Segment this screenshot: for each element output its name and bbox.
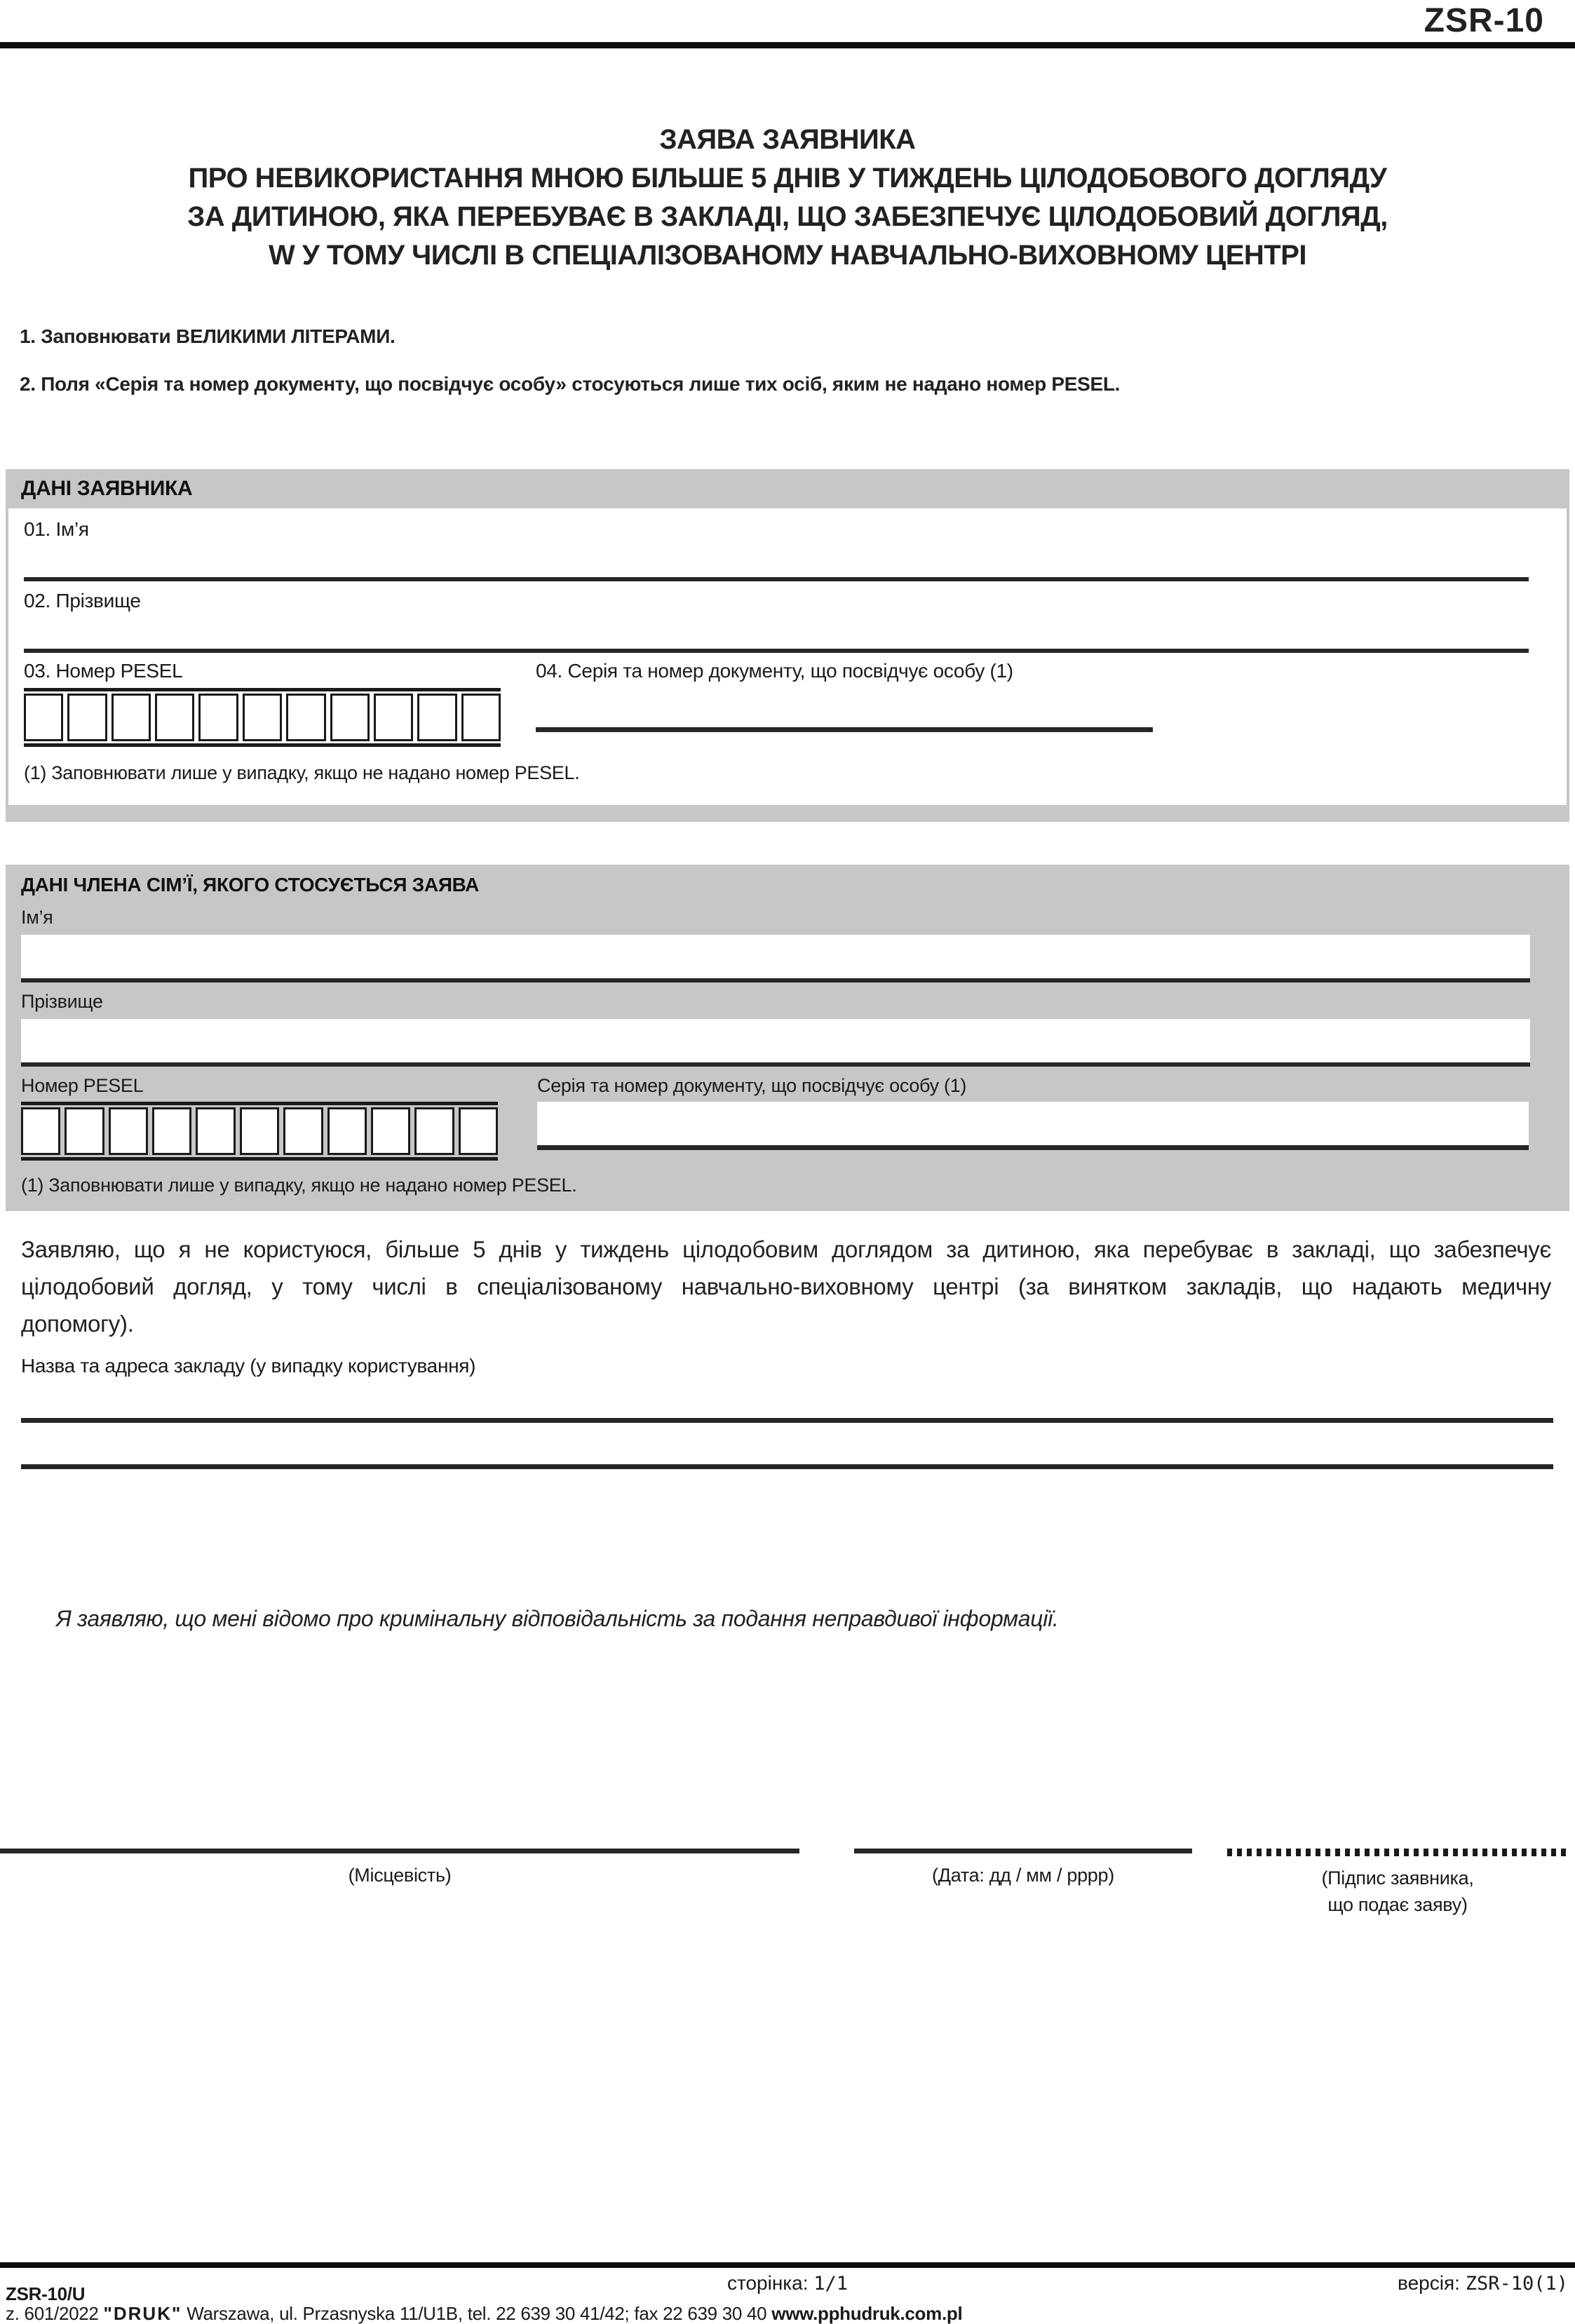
form-title bbox=[42, 121, 1533, 275]
signature-label-line-2: що подає заяву) bbox=[1327, 1894, 1468, 1915]
signature-label-line-1: (Підпис заявника, bbox=[1321, 1867, 1474, 1889]
footer-version-value: ZSR-10(1) bbox=[1465, 2273, 1568, 2295]
applicant-name-label: 01. Ім’я bbox=[24, 518, 89, 540]
pesel-cell[interactable] bbox=[109, 1107, 148, 1155]
facility-write-line-1[interactable] bbox=[21, 1418, 1553, 1423]
footer-print-info bbox=[6, 2303, 962, 2324]
pesel-cell[interactable] bbox=[286, 694, 325, 741]
applicant-footnote: (1) Заповнювати лише у випадку, якщо не надано номер PESEL. bbox=[24, 762, 580, 783]
instruction-1: 1. Заповнювати ВЕЛИКИМИ ЛІТЕРАМИ. bbox=[20, 325, 396, 347]
date-label: (Дата: дд / мм / рррр) bbox=[932, 1865, 1114, 1886]
print-brand: "DRUK" bbox=[103, 2303, 182, 2324]
family-surname-label: Прізвище bbox=[21, 991, 103, 1012]
family-pesel-label: Номер PESEL bbox=[21, 1075, 144, 1096]
pesel-cell[interactable] bbox=[152, 1107, 191, 1155]
footer-form-variant: ZSR-10/U bbox=[6, 2283, 86, 2304]
footer-page-indicator bbox=[0, 2272, 1575, 2295]
applicant-pesel-label: 03. Номер PESEL bbox=[24, 660, 183, 682]
footer-rule bbox=[0, 2262, 1575, 2268]
place-label: (Місцевість) bbox=[348, 1865, 452, 1886]
footer-page-value: 1/1 bbox=[813, 2273, 849, 2295]
pesel-cell[interactable] bbox=[198, 694, 238, 741]
applicant-section-bottom-strip bbox=[6, 805, 1569, 822]
family-document-input[interactable] bbox=[537, 1102, 1529, 1150]
pesel-cell[interactable] bbox=[417, 694, 457, 741]
applicant-document-write-line[interactable] bbox=[536, 727, 1153, 732]
title-line-2: ПРО НЕВИКОРИСТАННЯ МНОЮ БІЛЬШЕ 5 ДНІВ У ТИЖДЕНЬ ЦІЛОДОБОВОГО ДОГЛЯДУ bbox=[188, 163, 1387, 194]
date-line[interactable] bbox=[854, 1849, 1192, 1853]
signature-area bbox=[0, 1849, 1568, 1918]
family-surname-input[interactable] bbox=[21, 1019, 1530, 1067]
facility-write-line-2[interactable] bbox=[21, 1464, 1553, 1469]
applicant-section-body bbox=[6, 508, 1569, 805]
applicant-name-write-line[interactable] bbox=[24, 577, 1529, 581]
pesel-cell[interactable] bbox=[24, 694, 63, 741]
applicant-section-header: ДАНІ ЗАЯВНИКА bbox=[6, 469, 1569, 508]
pesel-cell[interactable] bbox=[371, 1107, 410, 1155]
pesel-cell[interactable] bbox=[330, 694, 370, 741]
declaration-text: Заявляю, що я не користуюся, більше 5 днів у тиждень цілодобовим доглядом за дитиною, яка перебуває в закладі, що забезпечує цілодобовий догляд, у тому числі в спеціалізованому навчально-виховному центрі (за винятком закладів, що надають медичну допомогу). bbox=[21, 1236, 1551, 1337]
family-footnote: (1) Заповнювати лише у випадку, якщо не надано номер PESEL. bbox=[21, 1175, 577, 1196]
pesel-cell[interactable] bbox=[327, 1107, 367, 1155]
place-line[interactable] bbox=[0, 1849, 799, 1853]
footer-version-indicator bbox=[1398, 2272, 1568, 2295]
pesel-cell[interactable] bbox=[21, 1107, 60, 1155]
applicant-surname-write-line[interactable] bbox=[24, 649, 1529, 653]
applicant-surname-label: 02. Прізвище bbox=[24, 590, 141, 612]
family-section-header: ДАНІ ЧЛЕНА СІМ’Ї, ЯКОГО СТОСУЄТЬСЯ ЗАЯВА bbox=[21, 874, 480, 896]
applicant-document-label: 04. Серія та номер документу, що посвідчує особу (1) bbox=[536, 660, 1013, 682]
instruction-2: 2. Поля «Серія та номер документу, що посвідчує особу» стосуються лише тих осіб, яким не надано номер PESEL. bbox=[20, 373, 1121, 395]
pesel-cell[interactable] bbox=[461, 694, 501, 741]
signature-line[interactable] bbox=[1227, 1849, 1568, 1856]
pesel-cell[interactable] bbox=[459, 1107, 498, 1155]
pesel-cell[interactable] bbox=[414, 1107, 454, 1155]
header-rule bbox=[0, 42, 1575, 48]
print-number: z. 601/2022 bbox=[6, 2303, 99, 2324]
family-document-label: Серія та номер документу, що посвідчує особу (1) bbox=[537, 1075, 967, 1096]
form-code: ZSR-10 bbox=[1424, 2, 1544, 39]
pesel-cell[interactable] bbox=[67, 694, 107, 741]
applicant-section bbox=[6, 469, 1569, 822]
family-member-section bbox=[6, 865, 1569, 1211]
title-line-1: ЗАЯВА ЗАЯВНИКА bbox=[659, 124, 916, 155]
pesel-cell[interactable] bbox=[65, 1107, 104, 1155]
family-name-input[interactable] bbox=[21, 935, 1530, 982]
print-address: Warszawa, ul. Przasnyska 11/U1B, tel. 22 639 30 41/42; fax 22 639 30 40 bbox=[187, 2303, 767, 2324]
pesel-cell[interactable] bbox=[243, 694, 282, 741]
pesel-cell[interactable] bbox=[374, 694, 413, 741]
pesel-cell[interactable] bbox=[283, 1107, 323, 1155]
criminal-statement: Я заявляю, що мені відомо про кримінальну відповідальність за подання неправдивої інформації. bbox=[56, 1606, 1059, 1631]
pesel-cell[interactable] bbox=[240, 1107, 279, 1155]
pesel-cell[interactable] bbox=[111, 694, 151, 741]
signature-label bbox=[1227, 1865, 1568, 1918]
title-line-3: ЗА ДИТИНОЮ, ЯКА ПЕРЕБУВАЄ В ЗАКЛАДІ, ЩО ЗАБЕЗПЕЧУЄ ЦІЛОДОБОВИЙ ДОГЛЯД, bbox=[187, 201, 1388, 232]
family-name-label: Ім’я bbox=[21, 907, 53, 928]
print-website: www.pphudruk.com.pl bbox=[771, 2303, 963, 2324]
instructions bbox=[20, 323, 1554, 398]
pesel-cell[interactable] bbox=[196, 1107, 235, 1155]
footer-page-label: сторінка: bbox=[726, 2272, 809, 2294]
facility-label: Назва та адреса закладу (у випадку користування) bbox=[21, 1355, 476, 1377]
footer bbox=[0, 2262, 1575, 2324]
pesel-cell[interactable] bbox=[155, 694, 194, 741]
title-line-4: W У ТОМУ ЧИСЛІ В СПЕЦІАЛІЗОВАНОМУ НАВЧАЛЬНО-ВИХОВНОМУ ЦЕНТРІ bbox=[268, 240, 1307, 271]
applicant-pesel-grid bbox=[24, 688, 501, 747]
footer-version-label: версія: bbox=[1398, 2272, 1460, 2294]
family-pesel-grid bbox=[21, 1102, 498, 1161]
